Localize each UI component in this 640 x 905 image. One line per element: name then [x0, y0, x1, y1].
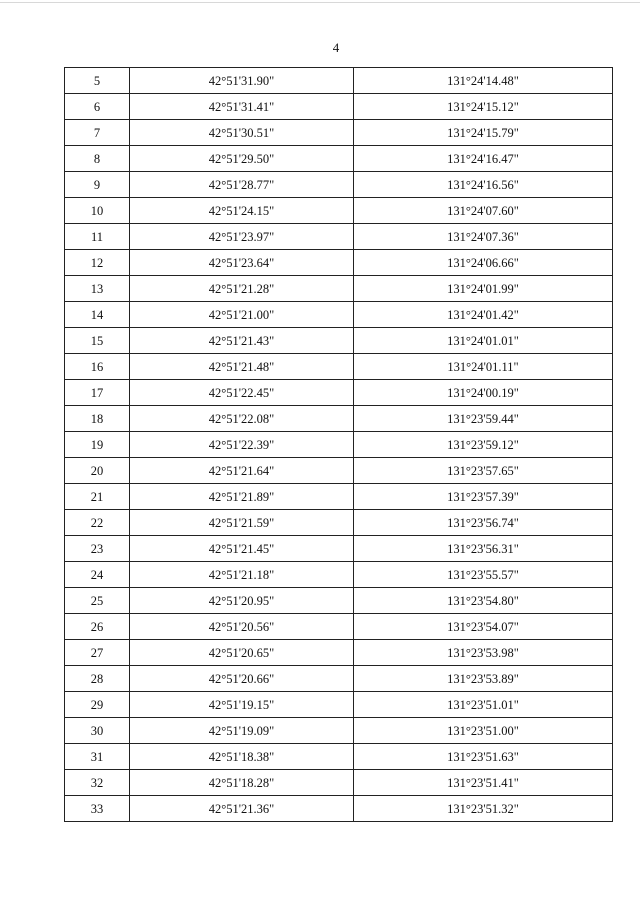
point-number-cell: 20 — [65, 458, 130, 484]
latitude-cell: 42°51'22.45" — [130, 380, 354, 406]
table-row — [65, 432, 613, 458]
point-number-cell: 19 — [65, 432, 130, 458]
longitude-cell: 131°23'51.01" — [354, 692, 613, 718]
latitude-cell: 42°51'19.09" — [130, 718, 354, 744]
coordinates-table-body — [65, 68, 613, 822]
table-row — [65, 536, 613, 562]
point-number-cell: 30 — [65, 718, 130, 744]
latitude-cell: 42°51'31.90" — [130, 68, 354, 94]
longitude-cell: 131°23'51.63" — [354, 744, 613, 770]
table-row — [65, 406, 613, 432]
latitude-cell: 42°51'21.28" — [130, 276, 354, 302]
point-number-cell: 15 — [65, 328, 130, 354]
latitude-cell: 42°51'31.41" — [130, 94, 354, 120]
table-row — [65, 562, 613, 588]
table-row — [65, 120, 613, 146]
point-number-cell: 10 — [65, 198, 130, 224]
latitude-cell: 42°51'22.08" — [130, 406, 354, 432]
longitude-cell: 131°24'06.66" — [354, 250, 613, 276]
latitude-cell: 42°51'18.28" — [130, 770, 354, 796]
point-number-cell: 16 — [65, 354, 130, 380]
table-row — [65, 770, 613, 796]
latitude-cell: 42°51'21.18" — [130, 562, 354, 588]
longitude-cell: 131°24'01.42" — [354, 302, 613, 328]
table-row — [65, 666, 613, 692]
table-row — [65, 380, 613, 406]
longitude-cell: 131°24'07.36" — [354, 224, 613, 250]
longitude-cell: 131°24'01.99" — [354, 276, 613, 302]
longitude-cell: 131°24'16.56" — [354, 172, 613, 198]
longitude-cell: 131°23'53.89" — [354, 666, 613, 692]
table-row — [65, 692, 613, 718]
point-number-cell: 31 — [65, 744, 130, 770]
point-number-cell: 12 — [65, 250, 130, 276]
table-row — [65, 796, 613, 822]
longitude-cell: 131°23'57.65" — [354, 458, 613, 484]
table-row — [65, 510, 613, 536]
point-number-cell: 11 — [65, 224, 130, 250]
latitude-cell: 42°51'24.15" — [130, 198, 354, 224]
table-row — [65, 354, 613, 380]
point-number-cell: 28 — [65, 666, 130, 692]
longitude-cell: 131°23'51.41" — [354, 770, 613, 796]
top-scan-edge — [0, 2, 640, 3]
point-number-cell: 9 — [65, 172, 130, 198]
latitude-cell: 42°51'21.00" — [130, 302, 354, 328]
longitude-cell: 131°23'59.12" — [354, 432, 613, 458]
point-number-cell: 32 — [65, 770, 130, 796]
table-row — [65, 614, 613, 640]
latitude-cell: 42°51'20.65" — [130, 640, 354, 666]
table-row — [65, 94, 613, 120]
table-row — [65, 484, 613, 510]
table-row — [65, 458, 613, 484]
longitude-cell: 131°24'07.60" — [354, 198, 613, 224]
point-number-cell: 25 — [65, 588, 130, 614]
latitude-cell: 42°51'21.43" — [130, 328, 354, 354]
longitude-cell: 131°24'01.01" — [354, 328, 613, 354]
point-number-cell: 17 — [65, 380, 130, 406]
page-number: 4 — [332, 40, 340, 55]
point-number-cell: 27 — [65, 640, 130, 666]
table-row — [65, 146, 613, 172]
point-number-cell: 7 — [65, 120, 130, 146]
point-number-cell: 14 — [65, 302, 130, 328]
point-number-cell: 29 — [65, 692, 130, 718]
point-number-cell: 26 — [65, 614, 130, 640]
table-row — [65, 68, 613, 94]
latitude-cell: 42°51'22.39" — [130, 432, 354, 458]
longitude-cell: 131°24'01.11" — [354, 354, 613, 380]
table-row — [65, 718, 613, 744]
point-number-cell: 22 — [65, 510, 130, 536]
longitude-cell: 131°23'54.07" — [354, 614, 613, 640]
table-row — [65, 744, 613, 770]
latitude-cell: 42°51'28.77" — [130, 172, 354, 198]
coordinates-table — [64, 67, 613, 822]
longitude-cell: 131°23'51.00" — [354, 718, 613, 744]
latitude-cell: 42°51'23.97" — [130, 224, 354, 250]
point-number-cell: 18 — [65, 406, 130, 432]
longitude-cell: 131°23'54.80" — [354, 588, 613, 614]
table-row — [65, 328, 613, 354]
table-row — [65, 250, 613, 276]
table-row — [65, 302, 613, 328]
latitude-cell: 42°51'23.64" — [130, 250, 354, 276]
point-number-cell: 21 — [65, 484, 130, 510]
latitude-cell: 42°51'21.48" — [130, 354, 354, 380]
table-row — [65, 588, 613, 614]
longitude-cell: 131°24'15.79" — [354, 120, 613, 146]
longitude-cell: 131°24'15.12" — [354, 94, 613, 120]
latitude-cell: 42°51'20.56" — [130, 614, 354, 640]
table-row — [65, 172, 613, 198]
point-number-cell: 23 — [65, 536, 130, 562]
latitude-cell: 42°51'30.51" — [130, 120, 354, 146]
latitude-cell: 42°51'21.36" — [130, 796, 354, 822]
longitude-cell: 131°23'55.57" — [354, 562, 613, 588]
longitude-cell: 131°24'14.48" — [354, 68, 613, 94]
latitude-cell: 42°51'21.45" — [130, 536, 354, 562]
table-row — [65, 224, 613, 250]
longitude-cell: 131°23'56.74" — [354, 510, 613, 536]
point-number-cell: 24 — [65, 562, 130, 588]
latitude-cell: 42°51'18.38" — [130, 744, 354, 770]
table-row — [65, 640, 613, 666]
longitude-cell: 131°24'16.47" — [354, 146, 613, 172]
point-number-cell: 8 — [65, 146, 130, 172]
latitude-cell: 42°51'20.95" — [130, 588, 354, 614]
point-number-cell: 5 — [65, 68, 130, 94]
point-number-cell: 6 — [65, 94, 130, 120]
table-row — [65, 198, 613, 224]
latitude-cell: 42°51'21.59" — [130, 510, 354, 536]
point-number-cell: 33 — [65, 796, 130, 822]
point-number-cell: 13 — [65, 276, 130, 302]
latitude-cell: 42°51'20.66" — [130, 666, 354, 692]
latitude-cell: 42°51'29.50" — [130, 146, 354, 172]
longitude-cell: 131°23'56.31" — [354, 536, 613, 562]
longitude-cell: 131°23'53.98" — [354, 640, 613, 666]
latitude-cell: 42°51'21.89" — [130, 484, 354, 510]
table-row — [65, 276, 613, 302]
latitude-cell: 42°51'21.64" — [130, 458, 354, 484]
longitude-cell: 131°23'57.39" — [354, 484, 613, 510]
longitude-cell: 131°24'00.19" — [354, 380, 613, 406]
longitude-cell: 131°23'51.32" — [354, 796, 613, 822]
longitude-cell: 131°23'59.44" — [354, 406, 613, 432]
latitude-cell: 42°51'19.15" — [130, 692, 354, 718]
